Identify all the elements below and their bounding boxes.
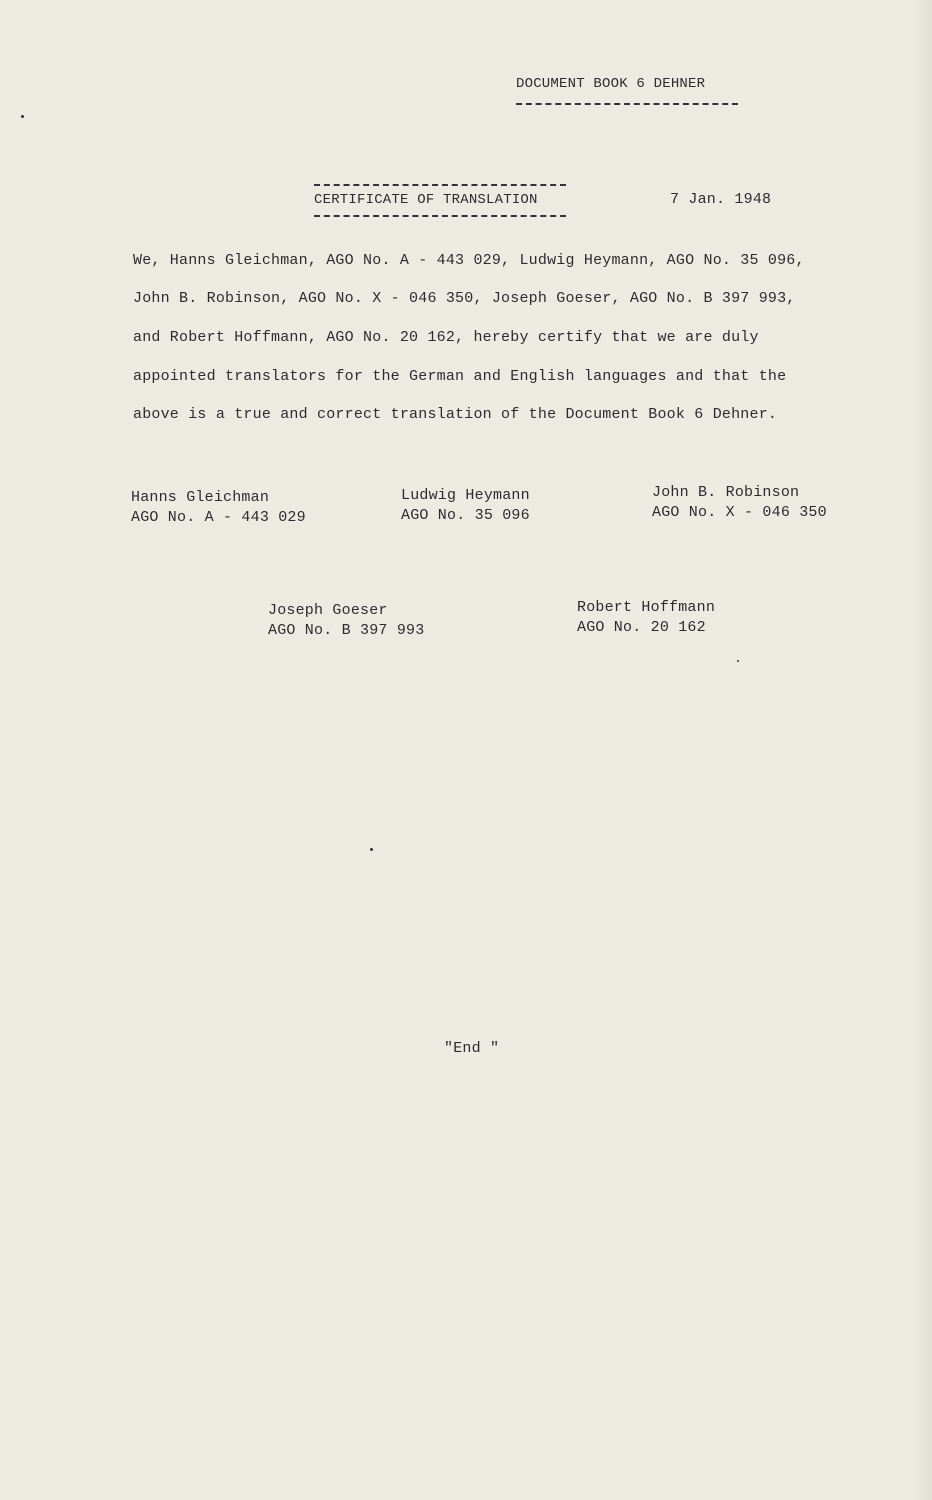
body-line: appointed translators for the German and English languages and that the [133, 368, 787, 385]
signatory-ago-number: AGO No. X - 046 350 [652, 504, 827, 521]
signatory-block [577, 598, 715, 638]
body-line: and Robert Hoffmann, AGO No. 20 162, hereby certify that we are duly [133, 329, 759, 346]
signatory-name: Ludwig Heymann [401, 487, 530, 504]
signatory-name: Joseph Goeser [268, 602, 388, 619]
signatory-ago-number: AGO No. 20 162 [577, 619, 706, 636]
certificate-title-overline [314, 184, 566, 186]
signatory-ago-number: AGO No. B 397 993 [268, 622, 425, 639]
signatory-ago-number: AGO No. 35 096 [401, 507, 530, 524]
end-mark: "End " [444, 1040, 500, 1057]
signatory-block [401, 486, 530, 526]
signatory-name: John B. Robinson [652, 484, 800, 501]
certificate-title: CERTIFICATE OF TRANSLATION [314, 192, 538, 208]
signatory-block [268, 601, 424, 641]
signatory-name: Hanns Gleichman [131, 489, 270, 506]
document-reference-underline [516, 103, 738, 105]
signatory-block [652, 483, 827, 523]
paper-speck [737, 660, 739, 662]
body-line: John B. Robinson, AGO No. X - 046 350, Joseph Goeser, AGO No. B 397 993, [133, 290, 796, 307]
signatory-name: Robert Hoffmann [577, 599, 716, 616]
document-reference: DOCUMENT BOOK 6 DEHNER [516, 76, 706, 92]
certificate-date: 7 Jan. 1948 [670, 191, 772, 208]
paper-speck [21, 115, 24, 118]
signatory-ago-number: AGO No. A - 443 029 [131, 509, 306, 526]
body-line: We, Hanns Gleichman, AGO No. A - 443 029, Ludwig Heymann, AGO No. 35 096, [133, 252, 805, 269]
signatory-block [131, 488, 306, 528]
body-line: above is a true and correct translation of the Document Book 6 Dehner. [133, 406, 778, 423]
certificate-title-underline [314, 215, 566, 217]
paper-speck [370, 848, 373, 851]
